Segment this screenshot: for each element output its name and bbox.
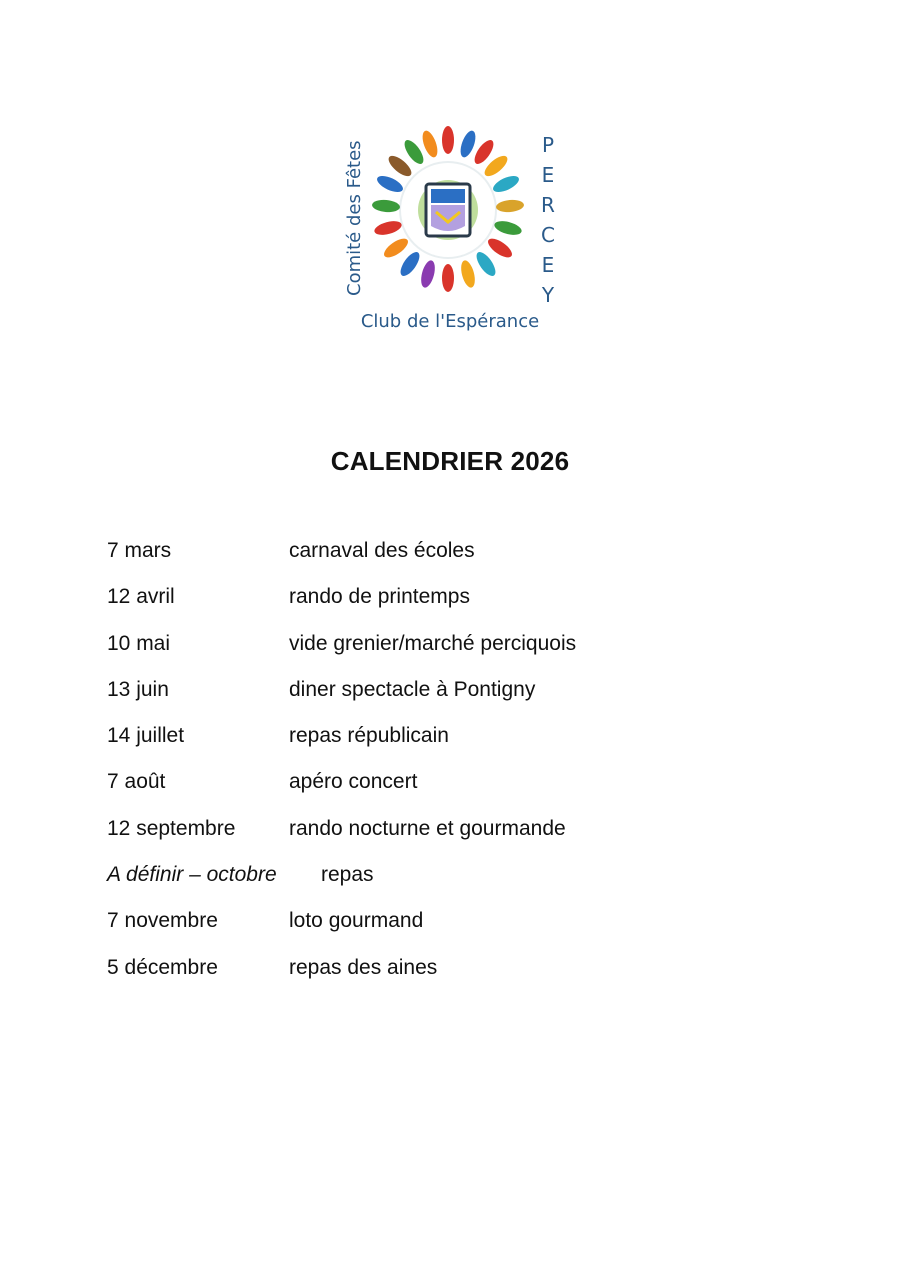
svg-text:E: E: [541, 253, 555, 277]
event-row: [107, 629, 807, 675]
logo-bottom-text: Club de l'Espérance: [360, 311, 540, 332]
event-name: diner spectacle à Pontigny: [289, 677, 536, 701]
event-name: carnaval des écoles: [289, 539, 475, 562]
event-date: 7 novembre: [107, 909, 218, 933]
event-list: [107, 536, 807, 999]
svg-text:Y: Y: [541, 283, 555, 307]
club-logo: [330, 110, 570, 342]
event-row: [107, 675, 807, 721]
event-row: [107, 860, 807, 906]
event-date: 7 août: [107, 770, 166, 794]
event-name: vide grenier/marché perciquois: [289, 631, 577, 655]
event-date: 7 mars: [107, 539, 172, 562]
svg-text:R: R: [541, 193, 555, 217]
logo-side-text: [541, 133, 555, 307]
event-row: [107, 814, 807, 860]
event-name: repas républicain: [289, 724, 449, 748]
event-date: 5 décembre: [107, 955, 218, 979]
event-name: apéro concert: [289, 770, 418, 794]
figures-ring: [372, 126, 525, 292]
event-date: 14 juillet: [107, 724, 185, 748]
svg-text:C: C: [541, 223, 555, 247]
event-name: loto gourmand: [289, 909, 424, 933]
event-name: repas: [321, 863, 374, 887]
svg-text:P: P: [541, 133, 555, 157]
event-name: repas des aines: [289, 955, 438, 979]
event-date: 12 septembre: [107, 816, 236, 840]
event-date: 13 juin: [107, 677, 169, 701]
event-row: [107, 721, 807, 767]
svg-text:E: E: [541, 163, 555, 187]
event-date: A définir – octobre: [107, 863, 277, 887]
event-name: rando nocturne et gourmande: [289, 816, 566, 840]
event-date: 10 mai: [107, 631, 171, 655]
event-name: rando de printemps: [289, 585, 470, 609]
page-title: CALENDRIER 2026: [330, 446, 570, 476]
logo-top-text: Comité des Fêtes: [344, 140, 365, 296]
event-row: [107, 953, 807, 999]
event-row: [107, 536, 807, 582]
event-row: [107, 906, 807, 952]
event-date: 12 avril: [107, 585, 175, 609]
event-row: [107, 582, 807, 628]
event-row: [107, 767, 807, 813]
